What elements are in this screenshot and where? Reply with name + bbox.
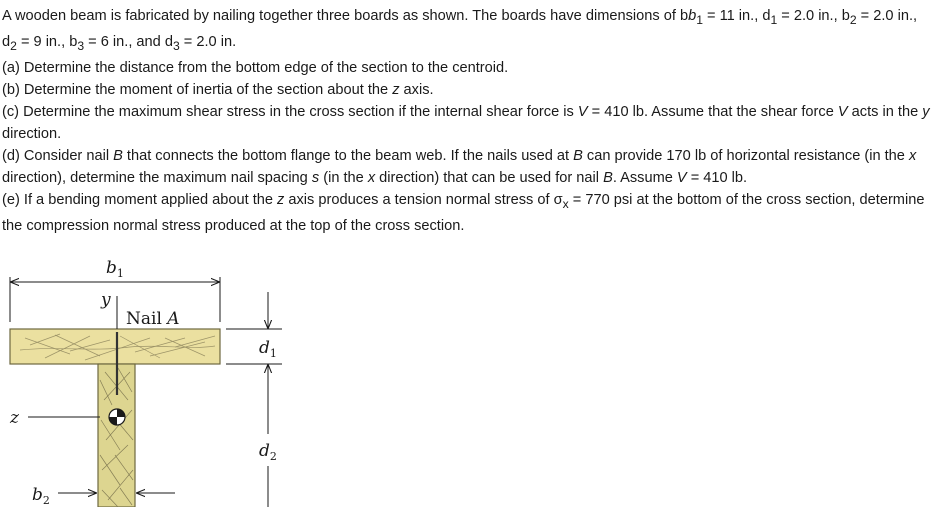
part-c: (c) Determine the maximum shear stress in the cross section if the internal shear force is V = 410 lb. Assume that the shear force V acts in the y direction. [2, 103, 930, 142]
part-e: (e) If a bending moment applied about the z axis produces a tension normal stress of $\sigma_x = 770$ psi at the bottom of the cross section, determine the compression normal stress produced at the top of the cross section. [2, 191, 925, 234]
part-d: (d) Consider nail B that connects the bottom flange to the beam web. If the nails used at B can provide 170 lb of horizontal resistance (in the x direction), determine the maximum nail spacing s (in the x direction) that can be used for nail B. Assume V = 410 lb. [2, 147, 917, 186]
b2-label: $b_2$ [32, 485, 50, 507]
nail-a-label: Nail A [126, 309, 180, 329]
problem-intro: A wooden beam is fabricated by nailing together three boards as shown. The boards have dimensions of $bb_1 = 11$ in., $d_1 = 2.0$ in., $b_2 = 2.0$ in., $d_2 = 9$ in., $b_3 = 6$ in., and $d_3 = 2.0$ in. [2, 8, 918, 53]
centroid-icon [109, 409, 125, 425]
part-a: (a) Determine the distance from the bottom edge of the section to the centroid. [2, 59, 509, 76]
part-b: (b) Determine the moment of inertia of the section about the z axis. [2, 81, 434, 98]
d2-label: $d_2$ [259, 441, 277, 463]
y-axis-label: y [101, 290, 111, 310]
z-axis-label: z [10, 408, 19, 428]
b1-label: $b_1$ [106, 258, 124, 280]
d1-label: $d_1$ [259, 338, 277, 360]
